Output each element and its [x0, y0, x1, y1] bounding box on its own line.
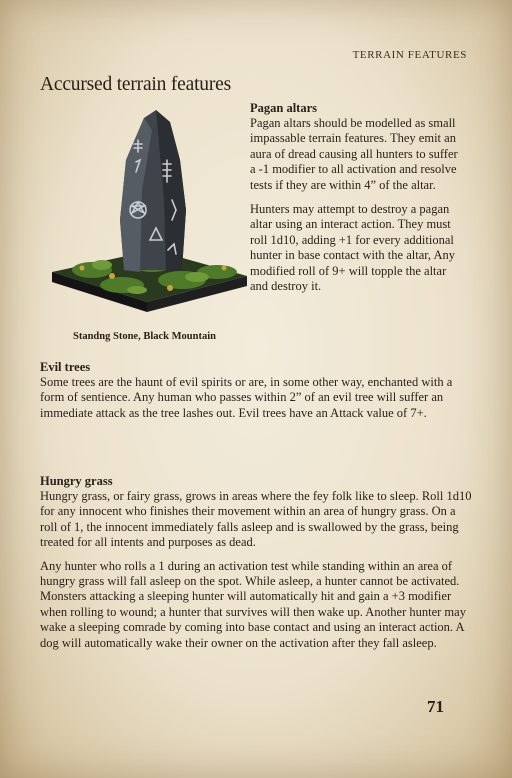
paragraph: Hunters may attempt to destroy a pagan altar using an interact action. They must roll 1d10, adding +1 for every additional hunter in base contact with the altar, Any modified roll of 9+ will topple the altar and destroy it.	[250, 202, 455, 294]
standing-stone-image	[52, 100, 247, 328]
page-number: 71	[427, 697, 444, 716]
paragraph: Any hunter who rolls a 1 during an activation test while standing within an area of hungry grass will fall asleep on the spot. While asleep, a hunter cannot be activated. Monsters attacking a sleeping hunter will automatically hit and gain a +3 modifier when rolling to wound; a hunter that survives will then wake up. Another hunter may wake a sleeping comrade by coming into base contact and using an interact action. A dog will automatically wake their owner on the activation after they fall asleep.	[40, 558, 466, 650]
paragraph: Some trees are the haunt of evil spirits or are, in some other way, enchanted with a form of sentience. Any human who passes within 2” of an evil tree will suffer an immediate attack as the tree lashes out. Evil trees have an Attack value of 7+.	[40, 375, 453, 420]
figure-caption: Standng Stone, Black Mountain	[73, 331, 216, 342]
section-heading: Pagan altars	[250, 101, 318, 115]
running-header: TERRAIN FEATURES	[352, 49, 467, 61]
hungry-grass-section	[40, 473, 473, 659]
paragraph: Hungry grass, or fairy grass, grows in areas where the fey folk like to sleep. Roll 1d10 for any innocent who finishes their movement within an area of hungry grass. On a roll of 1, the innocent immediately falls asleep and is swallowed by the grass, being treated for all intents and purposes as dead.	[40, 489, 472, 550]
section-heading: Hungry grass	[40, 474, 113, 488]
page-title: Accursed terrain features	[40, 74, 231, 95]
evil-trees-section	[40, 359, 473, 429]
pagan-altars-section	[250, 100, 464, 303]
paragraph: Pagan altars should be modelled as small impassable terrain features. They emit an aura of dread causing all hunters to suffer a -1 modifier to all activation and resolve tests if they are within 4” of the altar.	[250, 116, 458, 192]
section-heading: Evil trees	[40, 360, 91, 374]
